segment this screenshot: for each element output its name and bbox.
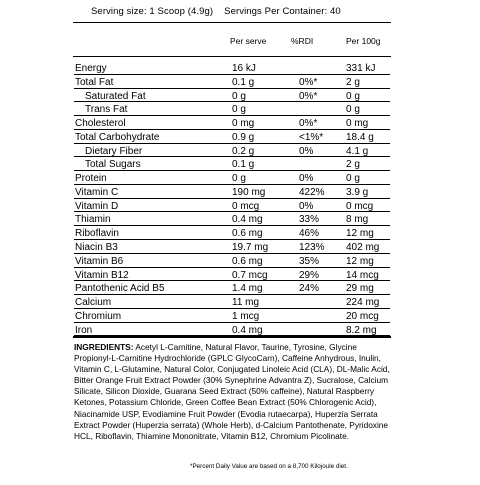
nutrient-name: Chromium [75, 310, 122, 322]
per-serve-value: 0.4 mg [232, 214, 263, 226]
rdi-value: 0% [299, 145, 314, 157]
per-serve-value: 1 mcg [232, 310, 260, 322]
footnote: *Percent Daily Value are based on a 8,700 Kilojoule diet. [190, 463, 348, 470]
per-100g-value: 29 mg [346, 283, 374, 295]
nutrient-name: Protein [75, 173, 107, 185]
header-divider [73, 56, 391, 57]
per-100g-value: 8.2 mg [346, 324, 377, 336]
nutrient-name: Niacin B3 [75, 242, 118, 253]
per-100g-value: 18.4 g [346, 131, 374, 143]
rdi-value: 29% [299, 269, 320, 281]
table-row [74, 75, 390, 89]
per-100g-value: 0 g [346, 104, 360, 116]
table-row [74, 295, 390, 309]
per-serve-value: 0.4 mg [232, 324, 263, 336]
nutrient-name: Dietary Fiber [85, 145, 143, 157]
per-100g-value: 224 mg [346, 297, 380, 309]
per-100g-value: 14 mcg [346, 269, 379, 281]
table-row [74, 268, 390, 282]
per-serve-value: 0.2 g [232, 145, 255, 157]
nutrient-name: Iron [75, 324, 93, 336]
table-row [74, 199, 390, 213]
per-100g-value: 8 mg [346, 214, 369, 226]
per-100g-value: 12 mg [346, 228, 374, 240]
table-row [74, 254, 390, 268]
nutrient-name: Vitamin B12 [75, 269, 129, 281]
table-row [74, 212, 390, 226]
rdi-value: 33% [299, 214, 320, 226]
nutrient-name: Pantothenic Acid B5 [75, 283, 165, 295]
per-serve-value: 0 g [232, 173, 246, 185]
serving-info [91, 6, 341, 17]
rdi-value: 0%* [299, 76, 318, 88]
rdi-value: 0% [299, 173, 314, 185]
ingredients-text: Acetyl L-Carnitine, Natural Flavor, Taurine, Tyrosine, Glycine Propionyl-L-Carnitine Hydrochloride (GPLC GlycoCarn), Caffeine Anhydrous, Inulin, Vitamin C, L-Glutamine, Natural Color, Conjugated Linoleic Acid (CLA), DL-Malic Acid, Bitter Orange Fruit Extract Powder (30% Synephrine Advantra Z), Sucralose, Calcium Silicate, Silicon Dioxide, Guarana Seed Extract (50% caffeine), Natural Raspberry Ketones, Potassium Chloride, Green Coffee Bean Extract (50% Chlorogenic Acid), Niacinamide USP, Evodiamine Fruit Powder (Evodia rutaecarpa), Huperzia Serrata Extract Powder (Huperzia serrata) (Whole Herb), d-Calcium Pantothenate, Pyridoxine HCL, Riboflavin, Thiamine Mononitrate, Vitamin B12, Chromium Picolinate. [74, 342, 390, 441]
nutrient-name: Total Fat [75, 76, 114, 88]
per-serve-value: 1.4 mg [232, 283, 263, 295]
per-serve-value: 0.9 g [232, 131, 255, 143]
per-serve-value: 0 mg [232, 118, 255, 130]
header-per-serve: Per serve [230, 36, 267, 46]
nutrient-name: Total Sugars [85, 159, 141, 171]
serving-size: Serving size: 1 Scoop (4.9g) [91, 6, 214, 17]
table-row [74, 309, 390, 323]
nutrient-name: Vitamin B6 [75, 255, 124, 267]
rdi-value: 0%* [299, 118, 318, 130]
rdi-value: 0% [299, 200, 314, 212]
rdi-value: 35% [299, 255, 320, 267]
per-100g-value: 0 g [346, 173, 360, 185]
nutrient-name: Thiamin [75, 214, 111, 226]
per-100g-value: 2 g [346, 76, 360, 88]
rdi-value: <1%* [299, 131, 324, 143]
per-100g-value: 0 mcg [346, 200, 374, 212]
rdi-value: 46% [299, 228, 320, 240]
per-100g-value: 0 mg [346, 118, 369, 130]
per-100g-value: 12 mg [346, 255, 374, 267]
nutrient-name: Vitamin D [75, 200, 119, 212]
rdi-value: 123% [299, 242, 325, 253]
table-row [74, 240, 390, 254]
per-serve-value: 0.6 mg [232, 228, 263, 240]
per-100g-value: 20 mcg [346, 310, 379, 322]
table-row [74, 116, 390, 130]
header-per-100g: Per 100g [346, 36, 381, 46]
table-row [74, 102, 390, 116]
servings-per-container: Servings Per Container: 40 [224, 6, 341, 17]
per-serve-value: 0 g [232, 90, 246, 102]
table-row [74, 61, 390, 75]
top-divider [73, 22, 391, 23]
nutrient-name: Cholesterol [75, 118, 126, 130]
nutrient-name: Vitamin C [75, 186, 119, 198]
per-100g-value: 402 mg [346, 242, 380, 253]
per-serve-value: 11 mg [232, 297, 260, 309]
per-100g-value: 3.9 g [346, 186, 369, 198]
per-serve-value: 190 mg [232, 186, 266, 198]
per-100g-value: 2 g [346, 159, 360, 171]
nutrient-name: Trans Fat [85, 104, 128, 116]
per-serve-value: 16 kJ [232, 63, 256, 74]
table-row [74, 281, 390, 295]
per-100g-value: 4.1 g [346, 145, 369, 157]
table-row [74, 226, 390, 240]
table-row [74, 130, 390, 144]
table-row [74, 323, 390, 337]
nutrient-name: Total Carbohydrate [75, 131, 160, 143]
nutrient-name: Riboflavin [75, 228, 119, 240]
per-serve-value: 0 mcg [232, 200, 260, 212]
rdi-value: 0%* [299, 90, 318, 102]
rdi-value: 422% [299, 186, 325, 198]
ingredients-label: INGREDIENTS: [74, 342, 134, 352]
nutrient-name: Saturated Fat [85, 90, 146, 102]
nutrient-name: Calcium [75, 297, 112, 309]
per-100g-value: 0 g [346, 90, 360, 102]
table-row [74, 171, 390, 185]
per-serve-value: 0.1 g [232, 159, 255, 171]
table-row [74, 89, 390, 103]
ingredients-block [74, 342, 392, 442]
header-rdi: %RDI [291, 36, 314, 46]
rdi-value: 24% [299, 283, 320, 295]
per-serve-value: 0.7 mcg [232, 269, 268, 281]
per-100g-value: 331 kJ [346, 63, 376, 74]
per-serve-value: 0 g [232, 104, 246, 116]
per-serve-value: 19.7 mg [232, 242, 269, 253]
per-serve-value: 0.6 mg [232, 255, 263, 267]
table-row [74, 185, 390, 199]
table-row [74, 144, 390, 158]
table-bottom-divider [73, 336, 391, 338]
per-serve-value: 0.1 g [232, 76, 255, 88]
table-row [74, 157, 390, 171]
nutrient-name: Energy [75, 63, 107, 74]
